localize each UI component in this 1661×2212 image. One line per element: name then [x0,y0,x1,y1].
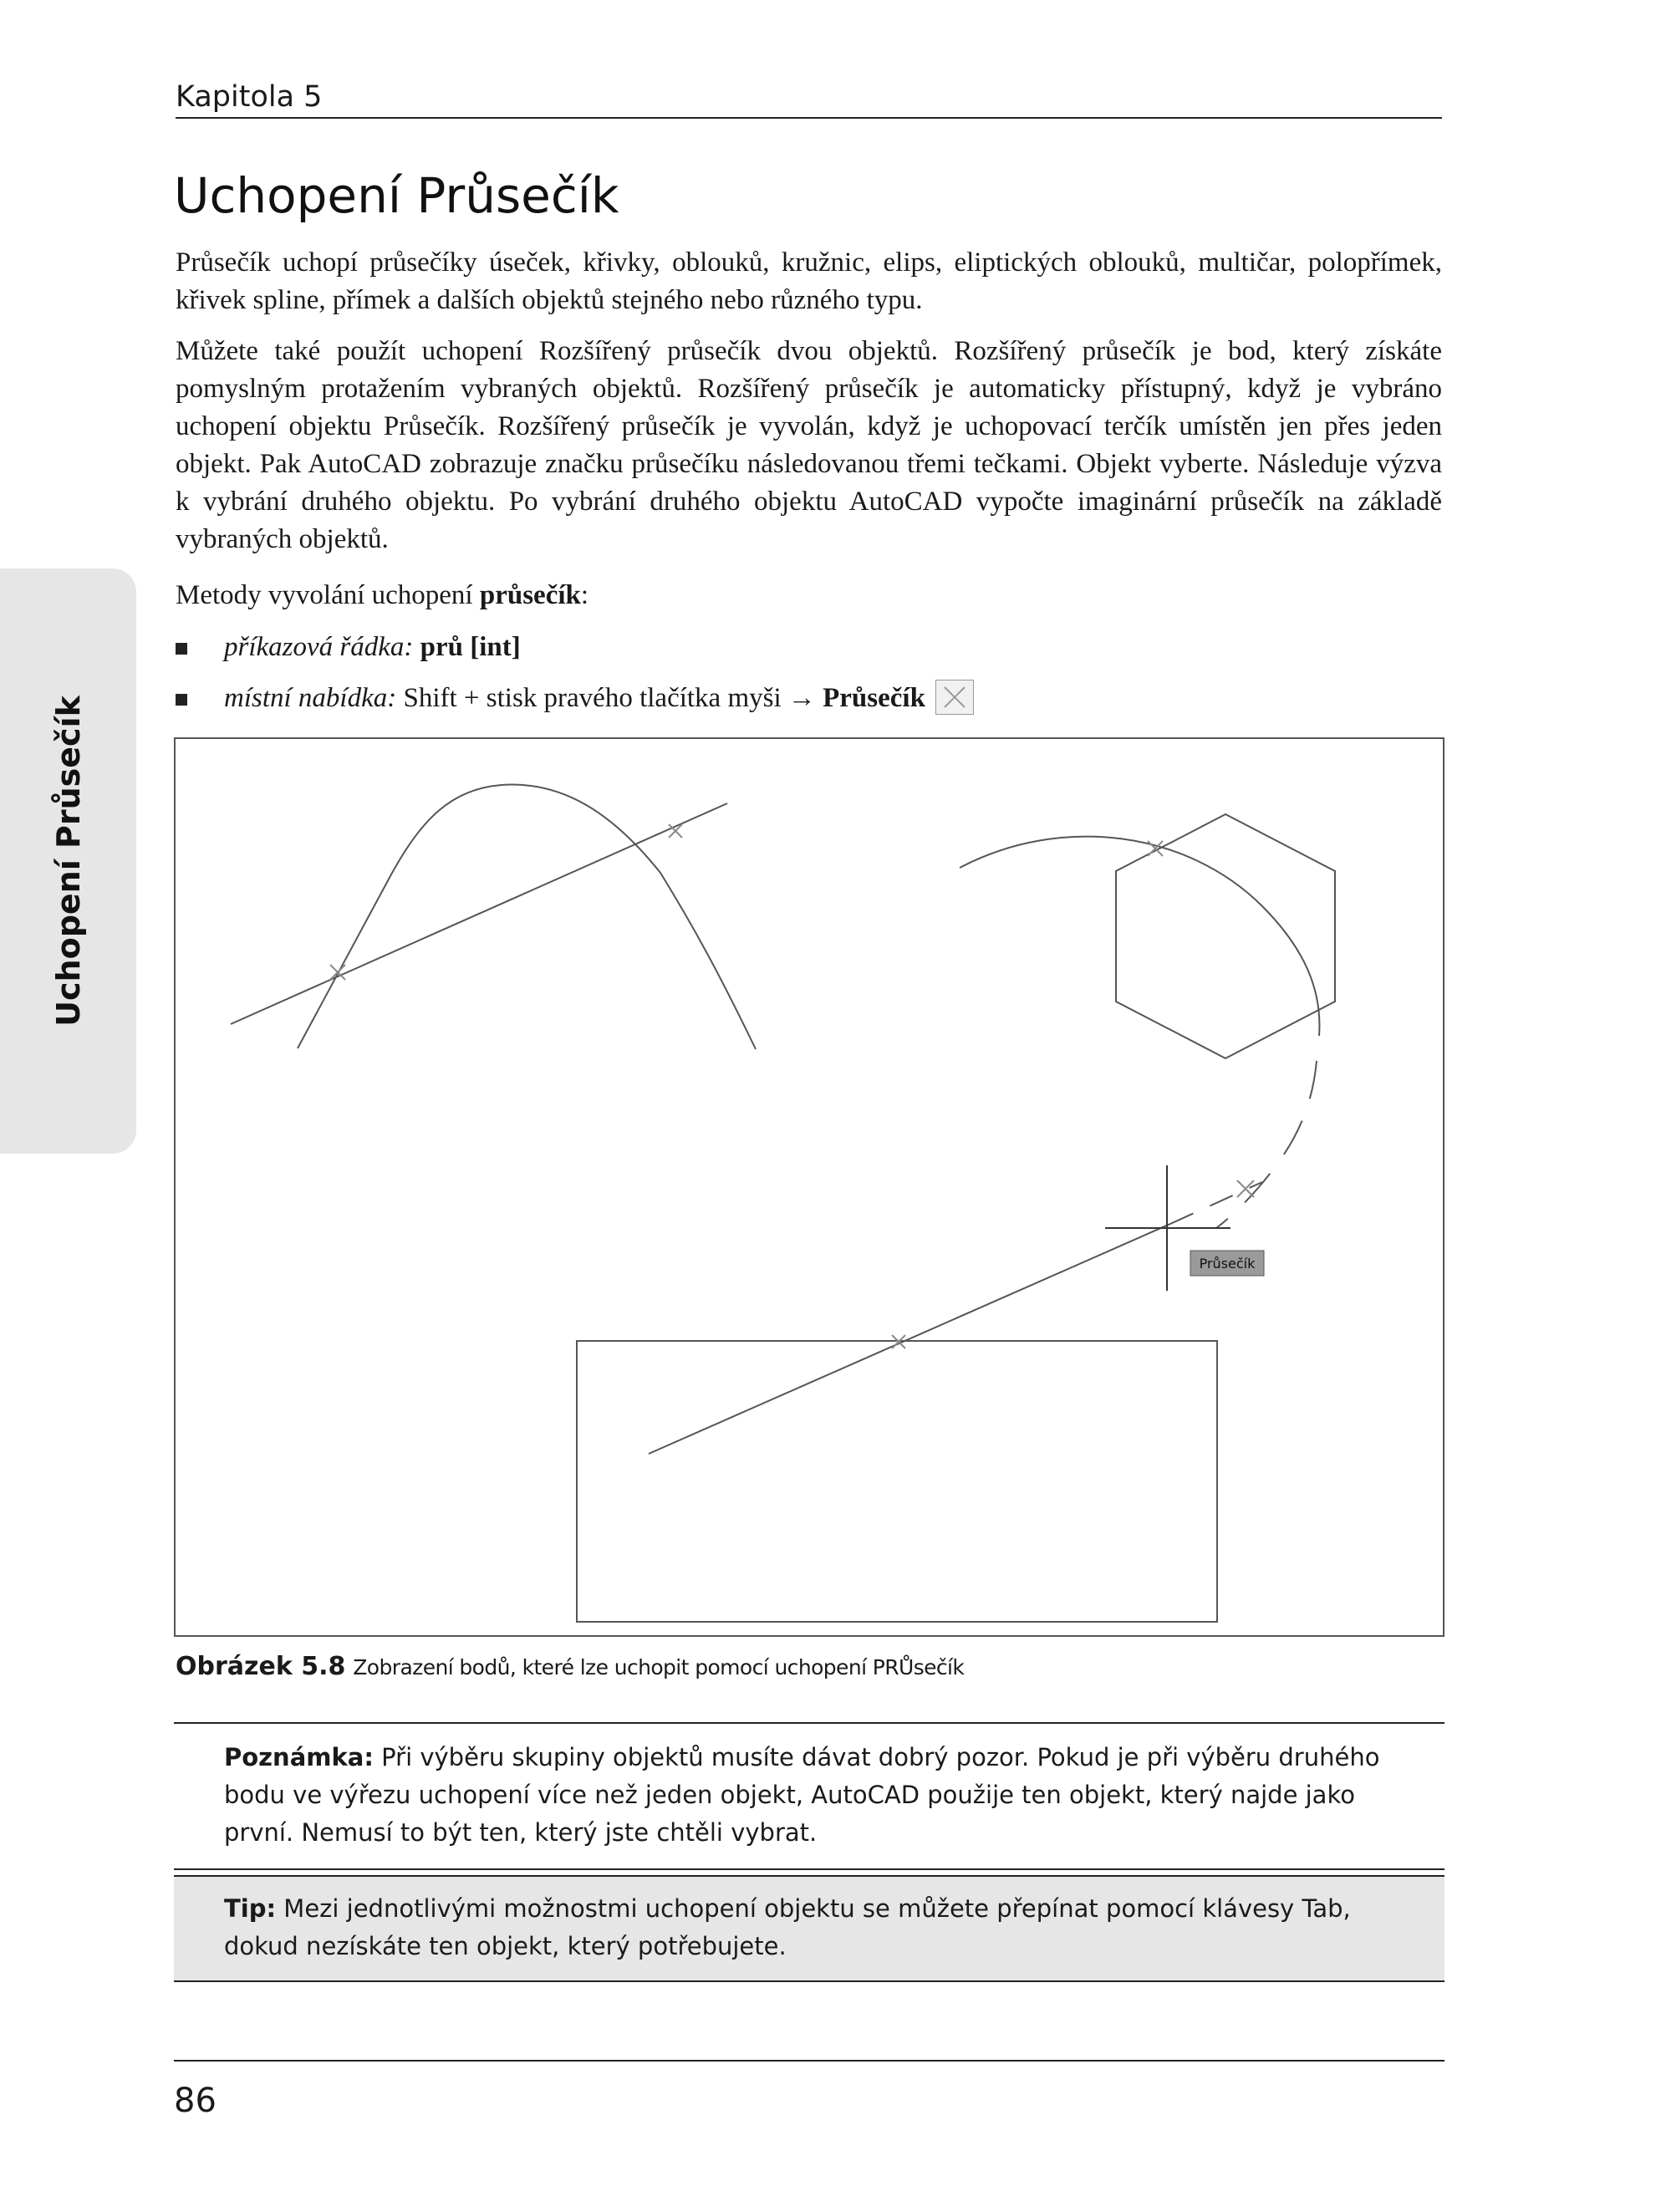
snap-tooltip [1190,1251,1264,1276]
intersection-marker [330,965,345,980]
cad-drawing [176,739,1443,1635]
intersection-marker [1237,1180,1254,1197]
arc-extension-dashed [1216,1061,1317,1228]
method-label: místní nabídka: [224,683,397,713]
running-header [176,77,1442,119]
tip-label: Tip: [224,1894,277,1923]
footer-rule [174,2060,1444,2062]
crossing-line-extension [1170,1182,1262,1224]
chapter-label: Kapitola 5 [176,80,323,114]
section-title: Uchopení Průsečík [174,167,619,224]
methods-list [176,629,1442,731]
paragraph-intro: Průsečík uchopí průsečíky úseček, křivky, oblouků, kružnic, elips, eliptických oblouků, multičar, polopřímek, křivek spline, přímek a dalších objektů stejného nebo různého typu. [176,247,1442,315]
paragraph-methods-intro [176,577,1442,614]
note-label: Poznámka: [224,1743,374,1771]
rectangle [577,1341,1217,1622]
crossing-line-left [231,803,727,1024]
figure-drawing [174,737,1444,1637]
method-context-menu [176,680,1442,717]
intersection-snap-icon [935,680,974,715]
tip-text: Mezi jednotlivými možnostmi uchopení objektu se můžete přepínat pomocí klávesy Tab, dokud nezískáte ten objekt, který potřebujete. [224,1894,1351,1960]
side-tab-label: Uchopení Průsečík [50,696,87,1027]
arc-curve [298,785,756,1049]
method-command-line [176,629,1442,666]
methods-intro-bold: průsečík [479,580,581,610]
figure-caption [176,1652,964,1683]
note-text: Při výběru skupiny objektů musíte dávat dobrý pozor. Pokud je při výběru druhého bodu ve výřezu uchopení více než jeden objekt, AutoCAD použije ten objekt, který najde jako první. Nemusí to být ten, který jste chtěli vybrat. [224,1743,1380,1847]
tip-box [174,1875,1444,1982]
page-number: 86 [174,2082,217,2120]
methods-intro-colon: : [580,580,589,610]
methods-intro-text: Metody vyvolání uchopení [176,580,480,610]
figure-caption-label: Obrázek 5.8 [176,1652,346,1681]
circle-arc [960,837,1319,1036]
figure-caption-text: Zobrazení bodů, které lze uchopit pomocí uchopení PRŮsečík [353,1655,965,1679]
hexagon [1116,814,1335,1058]
method-value: prů [int] [420,632,521,662]
snap-tooltip-label: Průsečík [1199,1256,1256,1272]
note-box [174,1722,1444,1870]
method-value: Shift + stisk pravého tlačítka myši → [403,683,823,713]
crossing-line-bottom [649,1224,1170,1454]
method-value-bold: Průsečík [823,683,925,713]
method-label: příkazová řádka: [224,632,414,662]
paragraph-extended-intersection: Můžete také použít uchopení Rozšířený průsečík dvou objektů. Rozšířený průsečík je bod, který získáte pomyslným protažením vybraných objektů. Rozšířený průsečík je automaticky přístupný, když je vybráno uchopení objektu Průsečík. Rozšířený průsečík je vyvolán, když je uchopovací terčík umístěn jen přes jeden objekt. Pak AutoCAD zobrazuje značku průsečíku následovanou třemi tečkami. Objekt vyberte. Následuje výzva k vybrání druhého objektu. Po vybrání druhého objektu AutoCAD vypočte imaginární průsečík na základě vybraných objektů. [176,336,1442,554]
